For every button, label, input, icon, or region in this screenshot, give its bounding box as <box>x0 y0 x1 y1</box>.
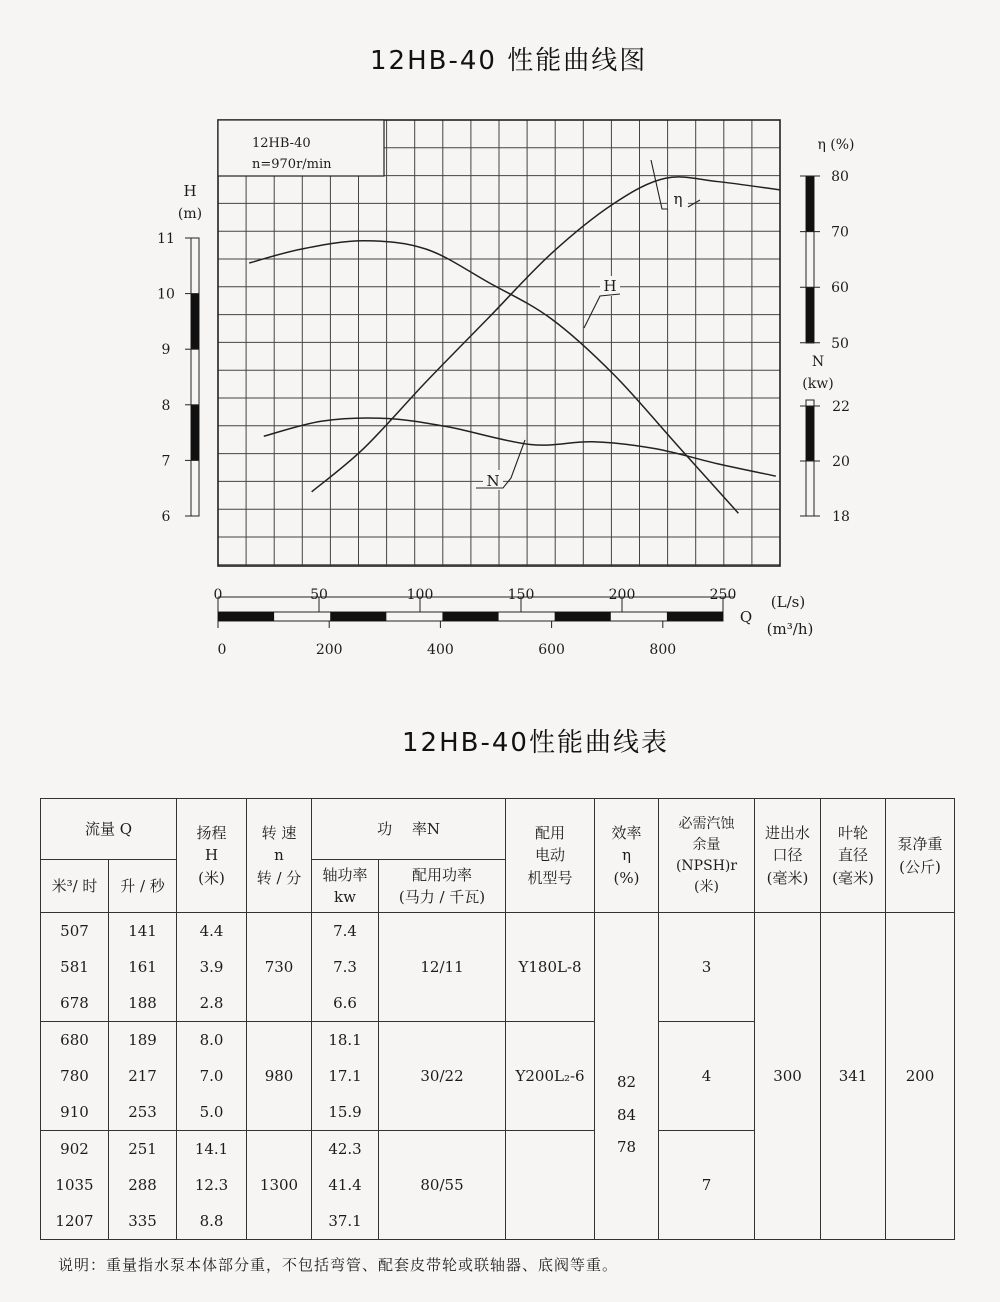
header-shaft-power: 轴功率 kw <box>312 860 379 913</box>
q-bottom-tick-label: 800 <box>649 642 677 658</box>
table-row: 507 141 4.4 730 7.4 12/11 Y180L-8 82 84 78 3 300 341 200 <box>41 913 955 950</box>
eta-axis-bar-fill <box>806 287 814 343</box>
header-impeller: 叶轮 直径 (毫米) <box>821 799 886 913</box>
chart-curves <box>249 177 780 513</box>
table-title: 12HB-40性能曲线表 <box>402 728 669 758</box>
efficiency-cell: 82 84 78 <box>595 913 659 1240</box>
motor-model-cell: Y180L-8 <box>506 913 595 1022</box>
table-row: 780 217 7.0 17.1 <box>41 1058 955 1094</box>
curve-N <box>264 418 776 476</box>
header-speed: 转 速 n 转 / 分 <box>247 799 312 913</box>
table-row: 1207 335 8.8 37.1 <box>41 1203 955 1240</box>
info-model: 12HB-40 <box>252 136 311 151</box>
weight-cell: 200 <box>886 913 955 1240</box>
header-efficiency: 效率 η (%) <box>595 799 659 913</box>
speed-cell: 980 <box>247 1022 312 1131</box>
q-bottom-unit: (m³/h) <box>766 620 814 638</box>
h-tick-label: 6 <box>161 509 171 525</box>
q-top-tick-label: 200 <box>608 587 636 603</box>
header-npsh: 必需汽蚀 余量 (NPSH)r (米) <box>659 799 755 913</box>
q-top-unit: (L/s) <box>770 593 806 611</box>
chart-grid <box>218 120 780 566</box>
npsh-cell: 3 <box>659 913 755 1022</box>
q-bottom-tick-label: 0 <box>217 642 227 658</box>
chart-labels <box>157 120 854 658</box>
q-bottom-tick-label: 200 <box>315 642 343 658</box>
h-tick-label: 10 <box>157 286 175 303</box>
h-axis-bar-fill <box>191 405 199 461</box>
inlet-cell: 300 <box>755 913 821 1240</box>
n-axis-bar-fill <box>806 406 814 461</box>
h-tick-label: 9 <box>161 342 171 359</box>
n-axis-symbol: N <box>811 354 825 370</box>
q-top-tick-label: 100 <box>406 587 434 603</box>
motor-power-cell: 80/55 <box>379 1131 506 1240</box>
table-row: 910 253 5.0 15.9 <box>41 1094 955 1131</box>
motor-power-cell: 30/22 <box>379 1022 506 1131</box>
q-axis-symbol: Q <box>739 608 753 626</box>
h-tick-label: 8 <box>161 397 171 414</box>
header-power: 功 率N <box>312 799 506 860</box>
eta-axis-bar-fill <box>806 176 814 232</box>
h-tick-label: 7 <box>161 453 171 470</box>
q-axis-bar-fill <box>330 612 386 621</box>
header-motor-power: 配用功率 (马力 / 千瓦) <box>379 860 506 913</box>
n-axis-unit: (kw) <box>802 376 834 392</box>
motor-power-cell: 12/11 <box>379 913 506 1022</box>
chart-title: 12HB-40 性能曲线图 <box>370 46 648 76</box>
info-speed: n=970r/min <box>252 157 332 172</box>
npsh-cell: 7 <box>659 1131 755 1240</box>
q-axis-bar-fill <box>555 612 611 621</box>
table-row: 581 161 3.9 7.3 <box>41 949 955 985</box>
eta-tick-label: 60 <box>831 280 849 297</box>
h-axis-bar <box>191 238 199 516</box>
header-motor-model: 配用 电动 机型号 <box>506 799 595 913</box>
header-flow-m3: 米³/ 时 <box>41 860 109 913</box>
speed-cell: 730 <box>247 913 312 1022</box>
npsh-cell: 4 <box>659 1022 755 1131</box>
h-axis-bar-fill <box>191 294 199 350</box>
n-curve-label: N <box>486 472 500 490</box>
header-head: 扬程 H (米) <box>177 799 247 913</box>
table-row: 678 188 2.8 6.6 <box>41 985 955 1022</box>
header-flow-ls: 升 / 秒 <box>109 860 177 913</box>
header-inlet: 进出水 口径 (毫米) <box>755 799 821 913</box>
q-axis-bar-fill <box>218 612 274 621</box>
motor-model-cell: Y200L₂-6 <box>506 1022 595 1131</box>
q-axis-bar-fill <box>667 612 723 621</box>
eta-axis-label: η (%) <box>817 137 855 153</box>
n-tick-label: 18 <box>832 509 850 525</box>
chart-axes <box>185 176 820 628</box>
q-bottom-tick-label: 400 <box>427 642 454 658</box>
table-row: 902 251 14.1 1300 42.3 80/55 7 <box>41 1131 955 1168</box>
header-flow: 流量 Q <box>41 799 177 860</box>
q-top-tick-label: 150 <box>507 587 535 603</box>
eta-leader <box>651 160 668 209</box>
eta-tick-label: 70 <box>831 224 849 241</box>
footnote: 说明：重量指水泵本体部分重，不包括弯管、配套皮带轮或联轴器、底阀等重。 <box>58 1256 619 1274</box>
speed-cell: 1300 <box>247 1131 312 1240</box>
q-top-tick-label: 0 <box>213 587 223 603</box>
table-row: 680 189 8.0 980 18.1 30/22 Y200L₂-6 4 <box>41 1022 955 1059</box>
q-axis-bar-fill <box>442 612 498 621</box>
motor-model-cell <box>506 1131 595 1240</box>
q-top-tick-label: 50 <box>310 587 328 603</box>
q-bottom-tick-label: 600 <box>538 642 565 658</box>
eta-tick-label: 50 <box>831 335 849 352</box>
table-row: 1035 288 12.3 41.4 <box>41 1167 955 1203</box>
h-tick-label: 11 <box>157 231 175 247</box>
h-axis-symbol: H <box>183 182 197 200</box>
n-tick-label: 22 <box>832 399 850 415</box>
performance-table <box>40 798 955 1240</box>
impeller-cell: 341 <box>821 913 886 1240</box>
eta-curve-label: η <box>673 190 683 208</box>
h-axis-unit: (m) <box>177 206 203 222</box>
q-top-tick-label: 250 <box>709 587 737 603</box>
n-tick-label: 20 <box>832 454 850 470</box>
h-curve-label: H <box>603 277 617 295</box>
h-leader <box>584 294 620 328</box>
eta-tick-label: 80 <box>831 169 849 185</box>
header-weight: 泵净重 (公斤) <box>886 799 955 913</box>
